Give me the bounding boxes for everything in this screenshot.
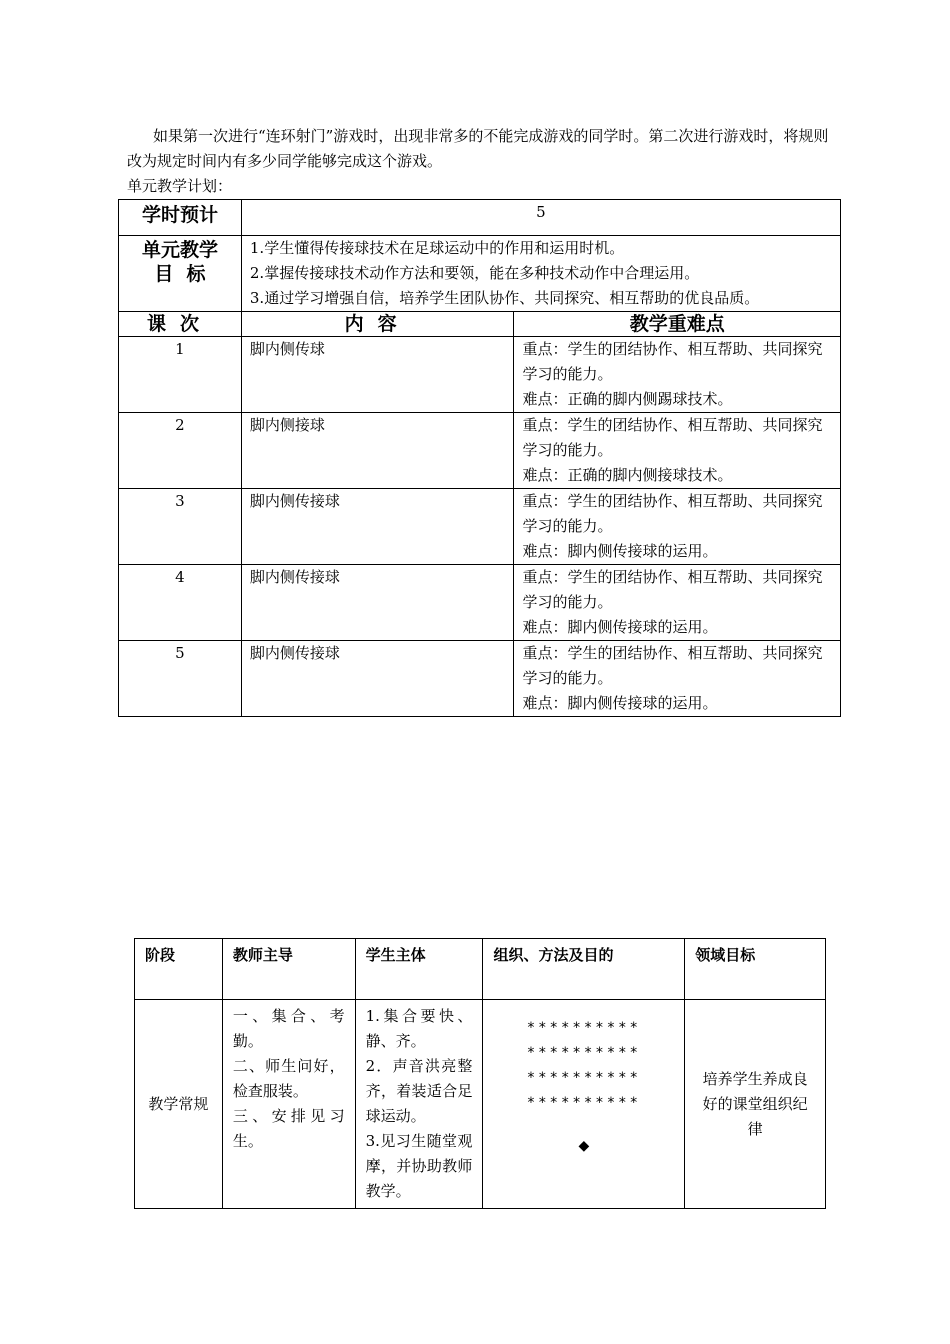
- key-point: 重点：学生的团结协作、相互帮助、共同探究学习的能力。: [522, 492, 823, 535]
- goal-label-line2: 目 标: [154, 263, 206, 285]
- lesson-focus: [514, 641, 841, 717]
- lesson-content: 脚内侧传球: [241, 337, 514, 413]
- key-point: 重点：学生的团结协作、相互帮助、共同探究学习的能力。: [522, 340, 823, 383]
- hours-row: [119, 200, 841, 236]
- plan-label: 单元教学计划：: [127, 177, 233, 195]
- lesson-content: 脚内侧传接球: [241, 565, 514, 641]
- student-step: 2．声音洪亮整齐，着装适合足球运动。: [365, 1057, 473, 1125]
- hard-point: 难点：脚内侧传接球的运用。: [522, 694, 718, 712]
- table-row: [119, 413, 841, 489]
- col-content: 内容: [241, 312, 514, 337]
- hard-point: 难点：脚内侧传接球的运用。: [522, 542, 718, 560]
- student-step: 1.集合要快、静、齐。: [365, 1007, 473, 1050]
- lesson-focus: [514, 565, 841, 641]
- teacher-position-icon: ◆: [578, 1138, 590, 1154]
- header-teacher: 教师主导: [222, 939, 355, 1000]
- lesson-routine-table: [134, 938, 826, 1209]
- goals-cell: [241, 236, 840, 312]
- col-lesson: 课次: [119, 312, 242, 337]
- header-student: 学生主体: [355, 939, 483, 1000]
- lesson-number: 5: [119, 641, 242, 717]
- formation-row: **********: [526, 1020, 641, 1036]
- goals-row: [119, 236, 841, 312]
- hard-point: 难点：正确的脚内侧踢球技术。: [522, 390, 733, 408]
- student-cell: [355, 1000, 483, 1209]
- goal-item: 2.掌握传接球技术动作方法和要领，能在多种技术动作中合理运用。: [249, 264, 700, 282]
- unit-plan-table: [118, 199, 841, 717]
- hard-point: 难点：正确的脚内侧接球技术。: [522, 466, 733, 484]
- key-point: 重点：学生的团结协作、相互帮助、共同探究学习的能力。: [522, 644, 823, 687]
- goal-item: 1.学生懂得传接球技术在足球运动中的作用和运用时机。: [249, 239, 625, 257]
- lesson-content: 脚内侧传接球: [241, 641, 514, 717]
- lesson-focus: [514, 489, 841, 565]
- lesson-number: 1: [119, 337, 242, 413]
- formation-cell: [483, 1000, 685, 1209]
- table-row: [119, 489, 841, 565]
- key-point: 重点：学生的团结协作、相互帮助、共同探究学习的能力。: [522, 568, 823, 611]
- stage-cell: 教学常规: [135, 1000, 223, 1209]
- lesson-focus: [514, 413, 841, 489]
- header-stage: 阶段: [135, 939, 223, 1000]
- teacher-step: 二、师生问好，检查服装。: [232, 1057, 345, 1100]
- goal-label-line1: 单元教学: [141, 239, 218, 261]
- unit-header-row: [119, 312, 841, 337]
- table-row: [119, 641, 841, 717]
- lesson-focus: [514, 337, 841, 413]
- teacher-cell: [222, 1000, 355, 1209]
- key-point: 重点：学生的团结协作、相互帮助、共同探究学习的能力。: [522, 416, 823, 459]
- hours-value: 5: [241, 200, 840, 236]
- lesson-header-row: [135, 939, 826, 1000]
- formation-row: **********: [526, 1045, 641, 1061]
- hours-label: 学时预计: [119, 200, 242, 236]
- goal-label: [119, 236, 242, 312]
- table-row: [119, 565, 841, 641]
- teacher-step: 一、集合、考勤。: [232, 1007, 345, 1050]
- header-goal: 领域目标: [685, 939, 826, 1000]
- goal-item: 3.通过学习增强自信，培养学生团队协作、共同探究、相互帮助的优良品质。: [249, 289, 760, 307]
- intro-paragraph: 如果第一次进行“连环射门”游戏时，出现非常多的不能完成游戏的同学时。第二次进行游戏时，将规则改为规定时间内有多少同学能够完成这个游戏。: [127, 127, 829, 170]
- lesson-number: 3: [119, 489, 242, 565]
- table-row: [119, 337, 841, 413]
- teacher-step: 三、安排见习生。: [232, 1107, 345, 1150]
- lesson-number: 2: [119, 413, 242, 489]
- lesson-content: 脚内侧传接球: [241, 489, 514, 565]
- header-org: 组织、方法及目的: [483, 939, 685, 1000]
- student-step: 3.见习生随堂观摩，并协助教师教学。: [365, 1132, 473, 1200]
- goal-cell: 培养学生养成良好的课堂组织纪律: [685, 1000, 826, 1209]
- lesson-content: 脚内侧接球: [241, 413, 514, 489]
- col-focus: 教学重难点: [514, 312, 841, 337]
- formation-row: **********: [526, 1095, 641, 1111]
- table-row: [135, 1000, 826, 1209]
- lesson-number: 4: [119, 565, 242, 641]
- hard-point: 难点：脚内侧传接球的运用。: [522, 618, 718, 636]
- formation-row: **********: [526, 1070, 641, 1086]
